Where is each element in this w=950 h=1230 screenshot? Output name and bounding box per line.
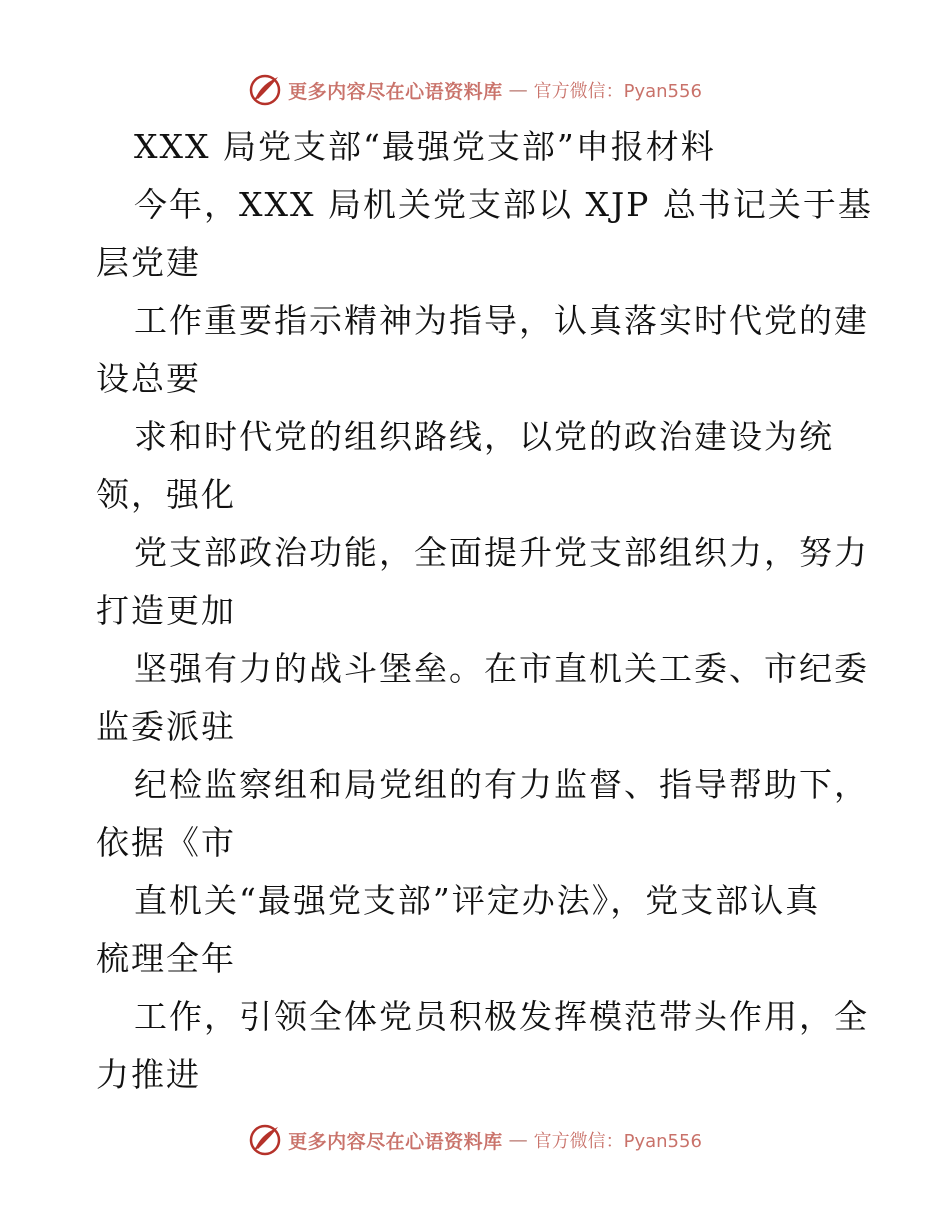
paragraph-line: 层党建 — [96, 243, 201, 282]
watermark-wechat: 官方微信：Pyan556 — [533, 1131, 702, 1152]
header-watermark — [0, 70, 950, 110]
paragraph-line: 依据《市 — [96, 823, 236, 862]
watermark-text: 更多内容尽在心语资料库 — [288, 1130, 503, 1153]
paragraph-line: 工作，引领全体党员积极发挥模范带头作用，全 — [134, 997, 869, 1036]
paragraph-line: 监委派驻 — [96, 707, 236, 746]
paragraph-line: 领，强化 — [96, 475, 236, 514]
paragraph-line: 设总要 — [96, 359, 201, 398]
paragraph-line: 打造更加 — [96, 591, 236, 630]
footer-watermark — [0, 1120, 950, 1160]
quill-logo-icon — [248, 73, 282, 107]
paragraph-line: 梳理全年 — [96, 939, 236, 978]
paragraph-line: 直机关“最强党支部”评定办法》，党支部认真 — [134, 881, 821, 920]
paragraph-line: 求和时代党的组织路线，以党的政治建设为统 — [134, 417, 834, 456]
watermark-dash: — — [508, 1129, 528, 1151]
paragraph-line: 党支部政治功能，全面提升党支部组织力，努力 — [134, 533, 869, 572]
paragraph-line: 力推进 — [96, 1055, 201, 1094]
watermark-text: 更多内容尽在心语资料库 — [288, 80, 503, 103]
paragraph-line: 今年，XXX 局机关党支部以 XJP 总书记关于基 — [134, 185, 873, 224]
watermark-dash: — — [508, 79, 528, 101]
paragraph-line: 坚强有力的战斗堡垒。在市直机关工委、市纪委 — [134, 649, 869, 688]
paragraph-line: 工作重要指示精神为指导，认真落实时代党的建 — [134, 301, 869, 340]
document-title: XXX 局党支部“最强党支部”申报材料 — [134, 127, 716, 166]
watermark-wechat: 官方微信：Pyan556 — [533, 81, 702, 102]
document-body — [96, 118, 873, 1104]
quill-logo-icon — [248, 1123, 282, 1157]
paragraph-line: 纪检监察组和局党组的有力监督、指导帮助下， — [134, 765, 869, 804]
document-lines — [96, 176, 873, 1104]
